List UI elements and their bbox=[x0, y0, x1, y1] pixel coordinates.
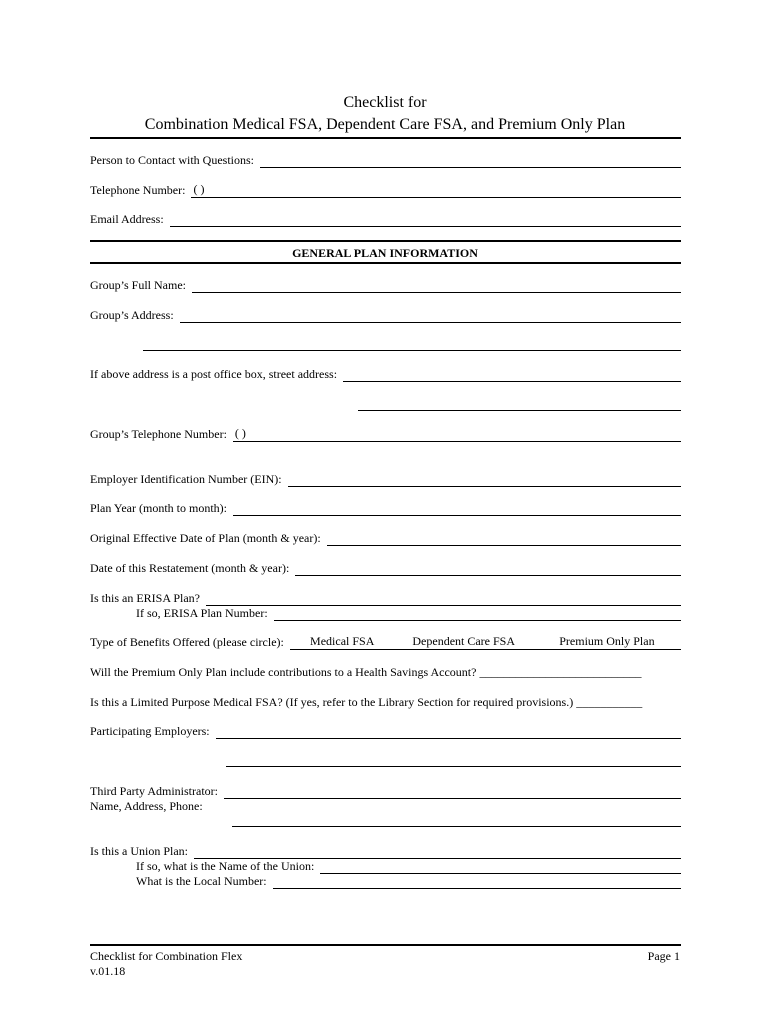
title-line-1: Checklist for bbox=[343, 94, 427, 111]
group-address-line-2[interactable] bbox=[143, 350, 681, 351]
group-name-field[interactable] bbox=[192, 280, 681, 293]
tpa-row[interactable] bbox=[90, 783, 681, 799]
hsa-label: Will the Premium Only Plan include contributions to a Health Savings Account? ___________________________ bbox=[90, 665, 642, 679]
option-premium-only-plan[interactable]: Premium Only Plan bbox=[533, 634, 681, 650]
section-rule-bottom bbox=[90, 262, 681, 264]
erisa-number-field[interactable] bbox=[274, 608, 681, 621]
ein-field[interactable] bbox=[288, 474, 681, 487]
group-telephone-row[interactable] bbox=[90, 426, 681, 442]
plan-year-label: Plan Year (month to month): bbox=[90, 501, 227, 515]
tpa-sub-label: Name, Address, Phone: bbox=[90, 799, 203, 813]
footer-rule bbox=[90, 944, 681, 946]
erisa-number-row[interactable] bbox=[136, 605, 681, 621]
restatement-date-field[interactable] bbox=[295, 563, 681, 576]
hsa-row[interactable] bbox=[90, 664, 681, 680]
effective-date-row[interactable] bbox=[90, 530, 681, 546]
union-local-field[interactable] bbox=[273, 876, 681, 889]
group-address-label: Group’s Address: bbox=[90, 308, 174, 322]
option-medical-fsa[interactable]: Medical FSA bbox=[290, 634, 395, 650]
limited-fsa-row[interactable] bbox=[90, 694, 681, 710]
footer-doc-name: Checklist for Combination Flex bbox=[90, 949, 243, 963]
limited-fsa-label: Is this a Limited Purpose Medical FSA? (If yes, refer to the Library Section for required provisions.) ___________ bbox=[90, 695, 643, 709]
benefits-label: Type of Benefits Offered (please circle): bbox=[90, 635, 284, 649]
erisa-label: Is this an ERISA Plan? bbox=[90, 591, 200, 605]
erisa-row[interactable] bbox=[90, 590, 681, 606]
contact-person-row[interactable] bbox=[90, 152, 681, 168]
group-telephone-area-code: ( ) bbox=[234, 426, 246, 440]
union-local-row[interactable] bbox=[136, 873, 681, 889]
footer-version: v.01.18 bbox=[90, 964, 126, 978]
street-address-field[interactable] bbox=[343, 369, 681, 382]
participating-employers-field[interactable] bbox=[216, 726, 681, 739]
option-dependent-care-fsa[interactable]: Dependent Care FSA bbox=[395, 634, 533, 650]
union-name-row[interactable] bbox=[136, 858, 681, 874]
group-telephone-label: Group’s Telephone Number: bbox=[90, 427, 227, 441]
telephone-row[interactable] bbox=[90, 182, 681, 198]
email-label: Email Address: bbox=[90, 212, 164, 226]
effective-date-label: Original Effective Date of Plan (month & year): bbox=[90, 531, 321, 545]
participating-employers-line-2[interactable] bbox=[226, 766, 681, 767]
ein-row[interactable] bbox=[90, 471, 681, 487]
tpa-line-2[interactable] bbox=[232, 826, 681, 827]
contact-person-field[interactable] bbox=[260, 155, 681, 168]
union-local-label: What is the Local Number: bbox=[136, 874, 267, 888]
contact-person-label: Person to Contact with Questions: bbox=[90, 153, 254, 167]
tpa-label: Third Party Administrator: bbox=[90, 784, 218, 798]
title-line-2: Combination Medical FSA, Dependent Care FSA, and Premium Only Plan bbox=[144, 116, 626, 133]
email-field[interactable] bbox=[170, 214, 681, 227]
section-rule-top bbox=[90, 240, 681, 242]
union-row[interactable] bbox=[90, 843, 681, 859]
footer-page-number: Page 1 bbox=[647, 949, 680, 963]
benefits-row bbox=[90, 634, 681, 650]
telephone-label: Telephone Number: bbox=[90, 183, 186, 197]
group-name-row[interactable] bbox=[90, 277, 681, 293]
effective-date-field[interactable] bbox=[327, 533, 681, 546]
union-name-label: If so, what is the Name of the Union: bbox=[136, 859, 315, 873]
street-address-row[interactable] bbox=[90, 366, 681, 382]
title-rule bbox=[90, 137, 681, 139]
participating-employers-row[interactable] bbox=[90, 723, 681, 739]
section-heading: GENERAL PLAN INFORMATION bbox=[292, 246, 478, 260]
plan-year-row[interactable] bbox=[90, 500, 681, 516]
group-address-field[interactable] bbox=[180, 310, 681, 323]
restatement-date-label: Date of this Restatement (month & year): bbox=[90, 561, 290, 575]
tpa-sub-row bbox=[90, 798, 681, 814]
street-address-line-2[interactable] bbox=[358, 410, 681, 411]
union-label: Is this a Union Plan: bbox=[90, 844, 188, 858]
group-address-row[interactable] bbox=[90, 307, 681, 323]
telephone-field[interactable] bbox=[191, 182, 681, 198]
erisa-number-label: If so, ERISA Plan Number: bbox=[136, 606, 268, 620]
telephone-area-code: ( ) bbox=[193, 182, 205, 196]
ein-label: Employer Identification Number (EIN): bbox=[90, 472, 282, 486]
group-telephone-field[interactable] bbox=[233, 426, 681, 442]
participating-employers-label: Participating Employers: bbox=[90, 724, 210, 738]
group-name-label: Group’s Full Name: bbox=[90, 278, 186, 292]
street-address-label: If above address is a post office box, street address: bbox=[90, 367, 338, 381]
plan-year-field[interactable] bbox=[233, 503, 681, 516]
email-row[interactable] bbox=[90, 211, 681, 227]
restatement-date-row[interactable] bbox=[90, 560, 681, 576]
